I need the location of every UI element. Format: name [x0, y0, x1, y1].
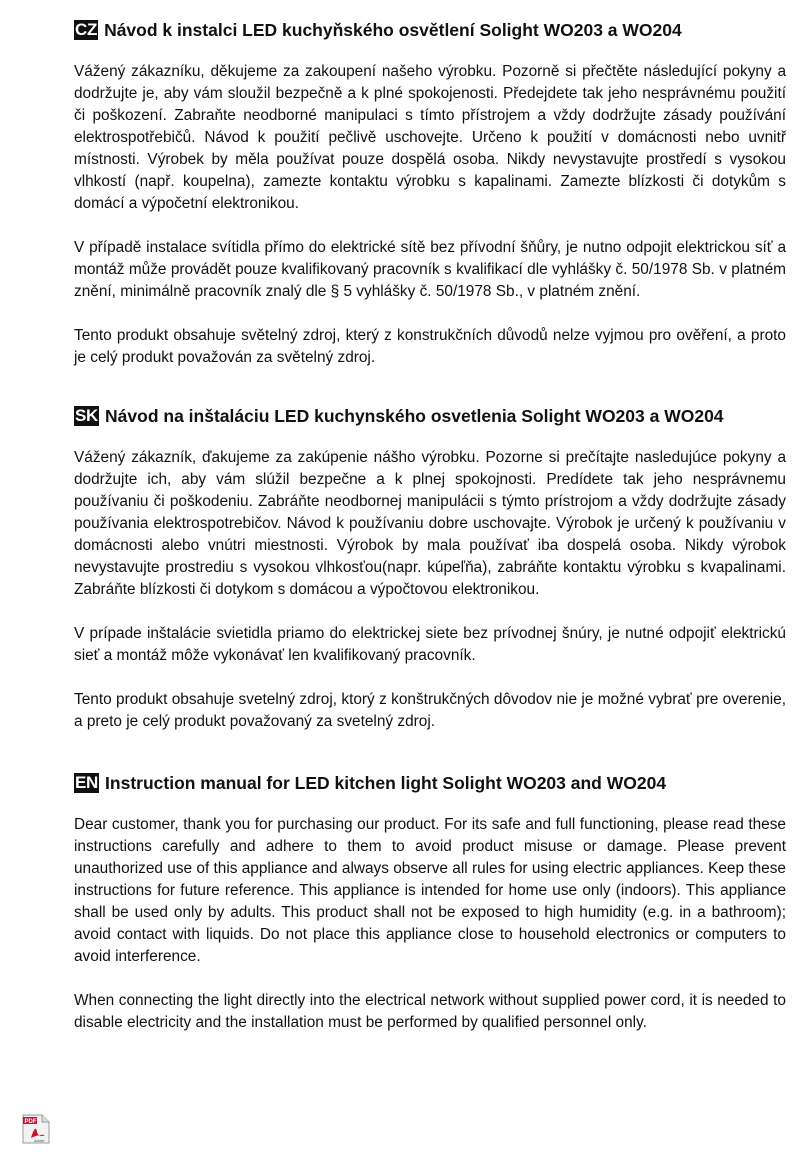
- section-title-en: Instruction manual for LED kitchen light Solight WO203 and WO204: [105, 773, 667, 793]
- section-en: [74, 771, 786, 1034]
- section-sk: [74, 404, 786, 733]
- paragraph-en-2: When connecting the light directly into the electrical network without supplied power cord, it is needed to disable electricity and the installation must be performed by qualified personnel only.: [74, 992, 786, 1031]
- section-heading-sk: [74, 404, 786, 428]
- paragraph-cz-3: Tento produkt obsahuje světelný zdroj, který z konstrukčních důvodů nelze vyjmou pro ověření, a proto je celý produkt považován za světelný zdroj.: [74, 327, 786, 366]
- paragraph-cz-1: Vážený zákazníku, děkujeme za zakoupení našeho výrobku. Pozorně si přečtěte následující pokyny a dodržujte je, aby vám sloužil bezpečně a k plné spokojenosti. Předejdete tak jeho nesprávnému použití či poškození. Zabraňte neodborné manipulaci s tímto přístrojem a vždy dodržujte zásady používání elektrospotřebičů. Návod k použití pečlivě uschovejte. Určeno k použití v domácnosti nebo uvnitř místnosti. Výrobek by měla používat pouze dospělá osoba. Nikdy nevystavujte prostředí s vysokou vlhkostí (např. koupelna), zamezte kontaktu výrobku s kapalinami. Zamezte blízkosti či dotykům s domácí a výpočetní elektronikou.: [74, 63, 786, 212]
- paragraph-cz-2: V případě instalace svítidla přímo do elektrické sítě bez přívodní šňůry, je nutno odpojit elektrickou síť a montáž může provádět pouze kvalifikovaný pracovník s kvalifikací dle vyhlášky č. 50/1978 Sb. v platném znění, minimálně pracovník znalý dle § 5 vyhlášky č. 50/1978 Sb., v platném znění.: [74, 239, 786, 300]
- section-heading-en: [74, 771, 786, 795]
- lang-badge-en: EN: [75, 773, 99, 792]
- paragraph-sk-2: V prípade inštalácie svietidla priamo do elektrickej siete bez prívodnej šnúry, je nutné odpojiť elektrickú sieť a montáž môže vykonávať len kvalifikovaný pracovník.: [74, 625, 786, 664]
- lang-badge-sk: SK: [75, 406, 99, 425]
- section-cz: [74, 18, 786, 369]
- pdf-file-icon: [22, 1114, 50, 1144]
- pdf-file-icon-graphic: [22, 1114, 50, 1144]
- pdf-label: PDF: [24, 1119, 37, 1125]
- adobe-label: Adobe: [34, 1139, 45, 1143]
- paragraph-sk-1: Vážený zákazník, ďakujeme za zakúpenie nášho výrobku. Pozorne si prečítajte nasledujúce pokyny a dodržujte ich, aby vám slúžil bezpečne a k plnej spokojnosti. Predídete tak jeho nesprávnemu používaniu či poškodeniu. Zabráňte neodbornej manipulácii s týmto prístrojom a vždy dodržujte zásady používania elektrospotrebičov. Návod k používaniu dobre uschovajte. Výrobok je určený k používaniu v domácnosti alebo vnútri miestnosti. Výrobok by mala používať iba dospelá osoba. Nikdy výrobok nevystavujte prostrediu s vysokou vlhkosťou(napr. kúpeľňa), zabráňte kontaktu výrobku s kvapalinami. Zabráňte blízkosti či dotykom s domácou a výpočtovou elektronikou.: [74, 449, 786, 598]
- paragraph-en-1: Dear customer, thank you for purchasing our product. For its safe and full functioning, please read these instructions carefully and adhere to them to avoid product misuse or damage. Please prevent unauthorized use of this appliance and always observe all rules for using electric appliances. Keep these instructions for future reference. This appliance is intended for home use only (indoors). This appliance shall be used only by adults. This product shall not be exposed to high humidity (e.g. in a bathroom); avoid contact with liquids. Do not place this appliance close to household electronics or computers to avoid interference.: [74, 816, 786, 965]
- lang-badge-cz: CZ: [75, 20, 98, 39]
- paragraph-sk-3: Tento produkt obsahuje svetelný zdroj, ktorý z konštrukčných dôvodov nie je možné vybrať pre overenie, a preto je celý produkt považovaný za svetelný zdroj.: [74, 691, 786, 730]
- section-heading-cz: [74, 18, 786, 42]
- section-title-cz: Návod k instalci LED kuchyňského osvětlení Solight WO203 a WO204: [104, 20, 682, 40]
- section-title-sk: Návod na inštaláciu LED kuchynského osvetlenia Solight WO203 a WO204: [105, 406, 724, 426]
